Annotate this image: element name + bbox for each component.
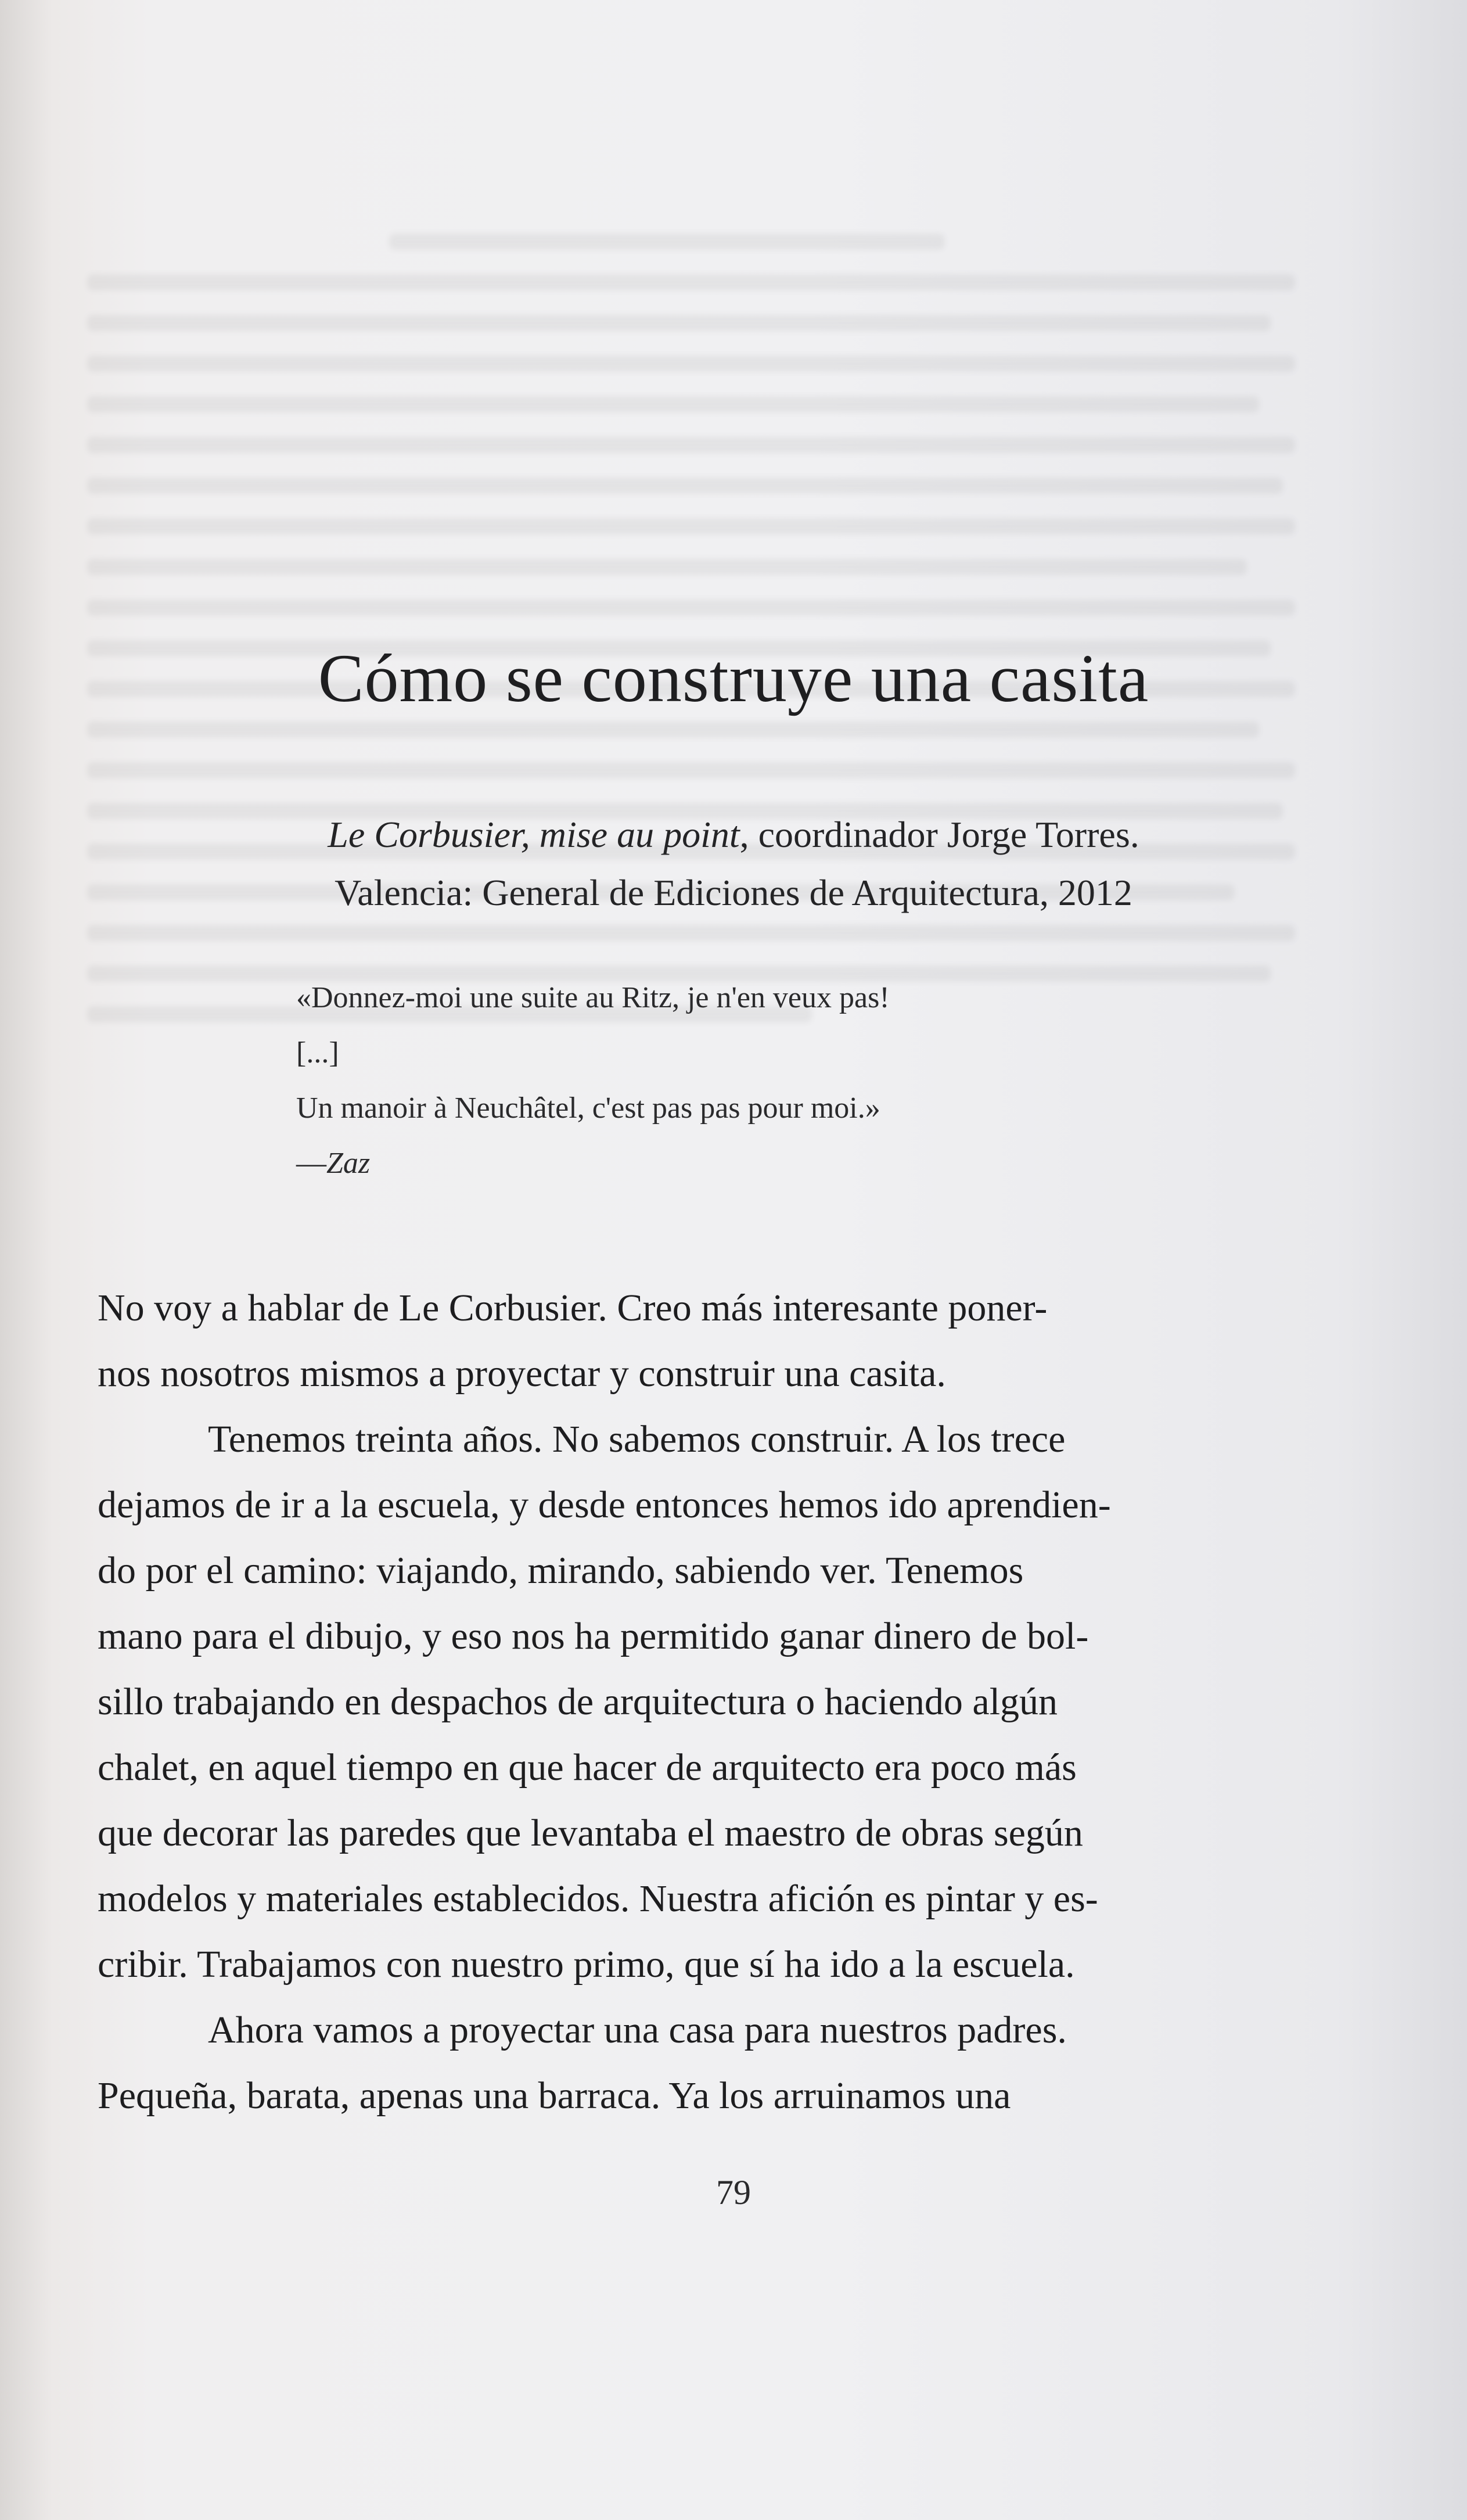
body-line: cribir. Trabajamos con nuestro primo, que sí ha ido a la escuela. <box>98 1943 1075 1986</box>
source-book-title: Le Corbusier, mise au point <box>328 814 740 855</box>
attribution-dash: — <box>296 1147 326 1180</box>
epigraph-attribution <box>296 1136 1283 1191</box>
body-line: No voy a hablar de Le Corbusier. Creo más interesante poner- <box>98 1287 1048 1329</box>
epigraph <box>296 970 1283 1191</box>
body-line: nos nosotros mismos a proyectar y construir una casita. <box>98 1352 946 1395</box>
body-line: do por el camino: viajando, mirando, sabiendo ver. Tenemos <box>98 1549 1024 1592</box>
body-line: que decorar las paredes que levantaba el maestro de obras según <box>98 1812 1083 1854</box>
body-line: Tenemos treinta años. No sabemos construir. A los trece <box>208 1418 1066 1460</box>
source-citation-line-1 <box>0 813 1467 856</box>
epigraph-line: [...] <box>296 1036 339 1069</box>
body-line: modelos y materiales establecidos. Nuestra afición es pintar y es- <box>98 1878 1098 1920</box>
body-line: dejamos de ir a la escuela, y desde entonces hemos ido aprendien- <box>98 1484 1111 1526</box>
body-text <box>98 1275 1307 2128</box>
attribution-name: Zaz <box>326 1147 371 1180</box>
chapter-title: Cómo se construye una casita <box>318 640 1149 716</box>
body-line: chalet, en aquel tiempo en que hacer de arquitecto era poco más <box>98 1746 1077 1789</box>
show-through-text <box>87 209 1295 1047</box>
body-line: Ahora vamos a proyectar una casa para nuestros padres. <box>208 2009 1067 2051</box>
body-line: sillo trabajando en despachos de arquitectura o haciendo algún <box>98 1681 1058 1723</box>
body-line: Pequeña, barata, apenas una barraca. Ya los arruinamos una <box>98 2074 1011 2117</box>
source-editor: , coordinador Jorge Torres. <box>739 814 1139 855</box>
epigraph-line: Un manoir à Neuchâtel, c'est pas pas pour moi.» <box>296 1092 880 1125</box>
body-line: mano para el dibujo, y eso nos ha permitido ganar dinero de bol- <box>98 1615 1089 1657</box>
epigraph-line: «Donnez-moi une suite au Ritz, je n'en veux pas! <box>296 981 890 1014</box>
page-number: 79 <box>716 2173 751 2212</box>
source-citation-line-2: Valencia: General de Ediciones de Arquitectura, 2012 <box>335 872 1132 913</box>
